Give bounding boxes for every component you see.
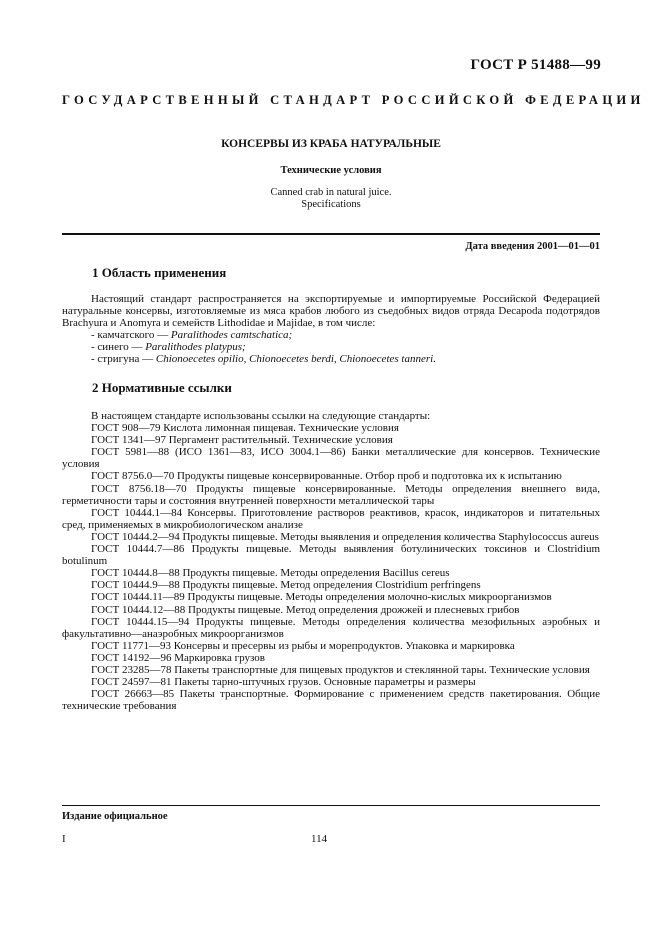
reference-item: ГОСТ 26663—85 Пакеты транспортные. Формирование с применением средств пакетирования. Общие технические требования <box>62 688 600 713</box>
footer-divider <box>62 805 600 806</box>
reference-item: ГОСТ 5981—88 (ИСО 1361—83, ИСО 3004.1—86) Банки металлические для консервов. Технические условия <box>62 446 600 471</box>
reference-item: ГОСТ 10444.12—88 Продукты пищевые. Метод определения дрожжей и плесневых грибов <box>91 603 520 616</box>
reference-item: ГОСТ 24597—81 Пакеты тарно-штучных грузов. Основные параметры и размеры <box>91 676 476 689</box>
reference-item: ГОСТ 10444.15—94 Продукты пищевые. Методы определения количества мезофильных аэробных и факультативно—анаэробных микроорганизмов <box>62 615 600 640</box>
reference-item: ГОСТ 10444.1—84 Консервы. Приготовление растворов реактивов, красок, индикаторов и питательных сред, применяемых в микробиологическом анализе <box>62 506 600 531</box>
state-standard-heading: ГОСУДАРСТВЕННЫЙ СТАНДАРТ РОССИЙСКОЙ ФЕДЕРАЦИИ <box>62 93 645 107</box>
reference-item: ГОСТ 23285—78 Пакеты транспортные для пищевых продуктов и стеклянной тары. Технические условия <box>91 663 590 676</box>
reference-item: ГОСТ 10444.9—88 Продукты пищевые. Метод определения Clostridium perfringens <box>91 579 481 592</box>
species-item: - камчатского — Paralithodes camtschatica; <box>91 329 293 342</box>
reference-item: ГОСТ 8756.0—70 Продукты пищевые консервированные. Отбор проб и подготовка их к испытанию <box>91 470 562 483</box>
english-title-line: Specifications <box>301 199 361 210</box>
document-title: КОНСЕРВЫ ИЗ КРАБА НАТУРАЛЬНЫЕ <box>221 138 441 150</box>
section-1-paragraph: Настоящий стандарт распространяется на экспортируемые и импортируемые Российской Федерацией натуральные консервы, изготовляемые из мяса крабов любого из съедобных видов отряда Decapoda подотрядов Brachyura и Anomyra и семейств Lithodidae и Majidae, в том числе: <box>62 293 600 330</box>
english-title <box>62 187 600 211</box>
section-2-heading: 2 Нормативные ссылки <box>92 380 232 395</box>
reference-item: ГОСТ 10444.2—94 Продукты пищевые. Методы выявления и определения количества Staphylococcus aureus <box>91 530 599 543</box>
reference-item: ГОСТ 11771—93 Консервы и пресервы из рыбы и морепродуктов. Упаковка и маркировка <box>91 639 515 652</box>
introduction-date: Дата введения 2001—01—01 <box>465 241 600 252</box>
section-2-body <box>62 410 600 712</box>
reference-item: ГОСТ 1341—97 Пергамент растительный. Технические условия <box>91 434 393 447</box>
section-1-body <box>62 293 600 366</box>
reference-item: ГОСТ 10444.8—88 Продукты пищевые. Методы определения Bacillus cereus <box>91 567 450 580</box>
english-title-line: Canned crab in natural juice. <box>270 187 392 198</box>
top-divider <box>62 233 600 235</box>
page-mark: I <box>62 833 66 845</box>
reference-item: ГОСТ 8756.18—70 Продукты пищевые консервированные. Методы определения внешнего вида, герметичности тары и состояния внутренней поверхности металлической тары <box>62 482 600 507</box>
reference-item: ГОСТ 14192—96 Маркировка грузов <box>91 651 265 664</box>
section-2-intro: В настоящем стандарте использованы ссылки на следующие стандарты: <box>91 410 431 422</box>
reference-item: ГОСТ 908—79 Кислота лимонная пищевая. Технические условия <box>91 422 399 435</box>
reference-item: ГОСТ 10444.11—89 Продукты пищевые. Методы определения молочно-кислых микроорганизмов <box>91 591 552 604</box>
species-item: - стригуна — Chionoecetes opilio, Chionoecetes berdi, Chionoecetes tanneri. <box>91 353 436 366</box>
section-1-heading: 1 Область применения <box>92 265 227 280</box>
species-item: - синего — Paralithodes platypus; <box>91 341 246 354</box>
reference-item: ГОСТ 10444.7—86 Продукты пищевые. Методы выявления ботулинических токсинов и Clostridium botulinum <box>62 543 600 568</box>
document-code: ГОСТ Р 51488—99 <box>470 57 601 73</box>
document-subtitle: Технические условия <box>280 165 382 176</box>
page-number: 114 <box>311 833 328 845</box>
official-edition-label: Издание официальное <box>62 811 168 822</box>
